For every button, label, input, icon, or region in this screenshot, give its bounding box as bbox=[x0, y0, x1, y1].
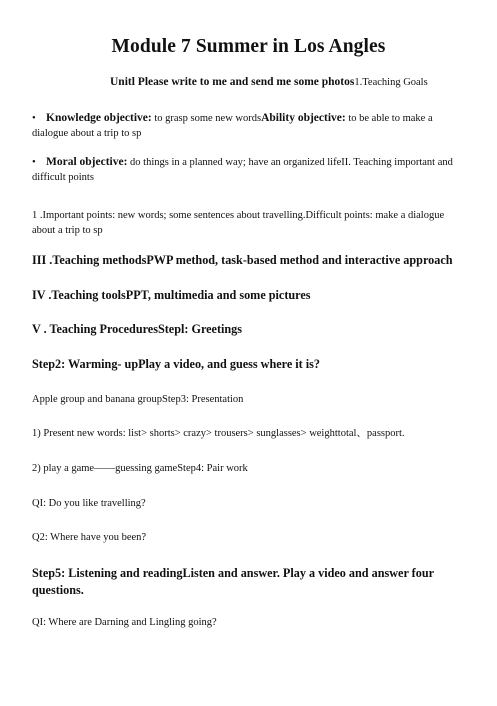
step2-warming-up: Step2: Warming- upPlay a video, and guess where it is? bbox=[32, 357, 321, 371]
moral-objective-label: Moral objective: bbox=[46, 156, 128, 168]
question-last: QI: Where are Darning and Lingling going? bbox=[32, 617, 217, 628]
bullet-icon: • bbox=[32, 113, 36, 124]
knowledge-ability-objective bbox=[32, 111, 463, 141]
teaching-goals-label: 1.Teaching Goals bbox=[354, 77, 428, 88]
teaching-methods: III .Teaching methodsPWP method, task-based method and interactive approach bbox=[32, 253, 453, 267]
moral-objective-text: do things in a planned way; have an organized lifeII. Teaching important and difficult points bbox=[32, 157, 453, 183]
step5-listening-reading: Step5: Listening and readingListen and answer. Play a video and answer four questions. bbox=[32, 566, 434, 597]
moral-objective bbox=[32, 155, 463, 185]
question-1: QI: Do you like travelling? bbox=[32, 498, 146, 509]
important-points: 1 .Important points: new words; some sentences about travelling.Difficult points: make a dialogue about a trip to sp bbox=[32, 210, 445, 236]
play-game: 2) play a game——guessing gameStep4: Pair work bbox=[32, 463, 248, 474]
bullet-icon: • bbox=[32, 157, 36, 168]
ability-objective-label: Ability objective: bbox=[261, 112, 346, 124]
unit-heading-line bbox=[110, 75, 477, 90]
page-title: Module 7 Summer in Los Angles bbox=[111, 36, 386, 57]
knowledge-objective-label: Knowledge objective: bbox=[46, 112, 152, 124]
groups-presentation: Apple group and banana groupStep3: Presentation bbox=[32, 394, 244, 405]
present-new-words: 1) Present new words: list> shorts> crazy> trousers> sunglasses> weighttotal、passport. bbox=[32, 428, 405, 439]
question-2: Q2: Where have you been? bbox=[32, 532, 147, 543]
ability-objective-text: to be able to make a dialogue about a trip to sp bbox=[32, 113, 433, 139]
teaching-tools: IV .Teaching toolsPPT, multimedia and some pictures bbox=[32, 288, 311, 302]
knowledge-objective-text: to grasp some new words bbox=[151, 113, 262, 124]
teaching-procedures: V . Teaching ProceduresStepl: Greetings bbox=[32, 322, 243, 336]
unit-heading: Unitl Please write to me and send me some photos bbox=[110, 76, 355, 88]
